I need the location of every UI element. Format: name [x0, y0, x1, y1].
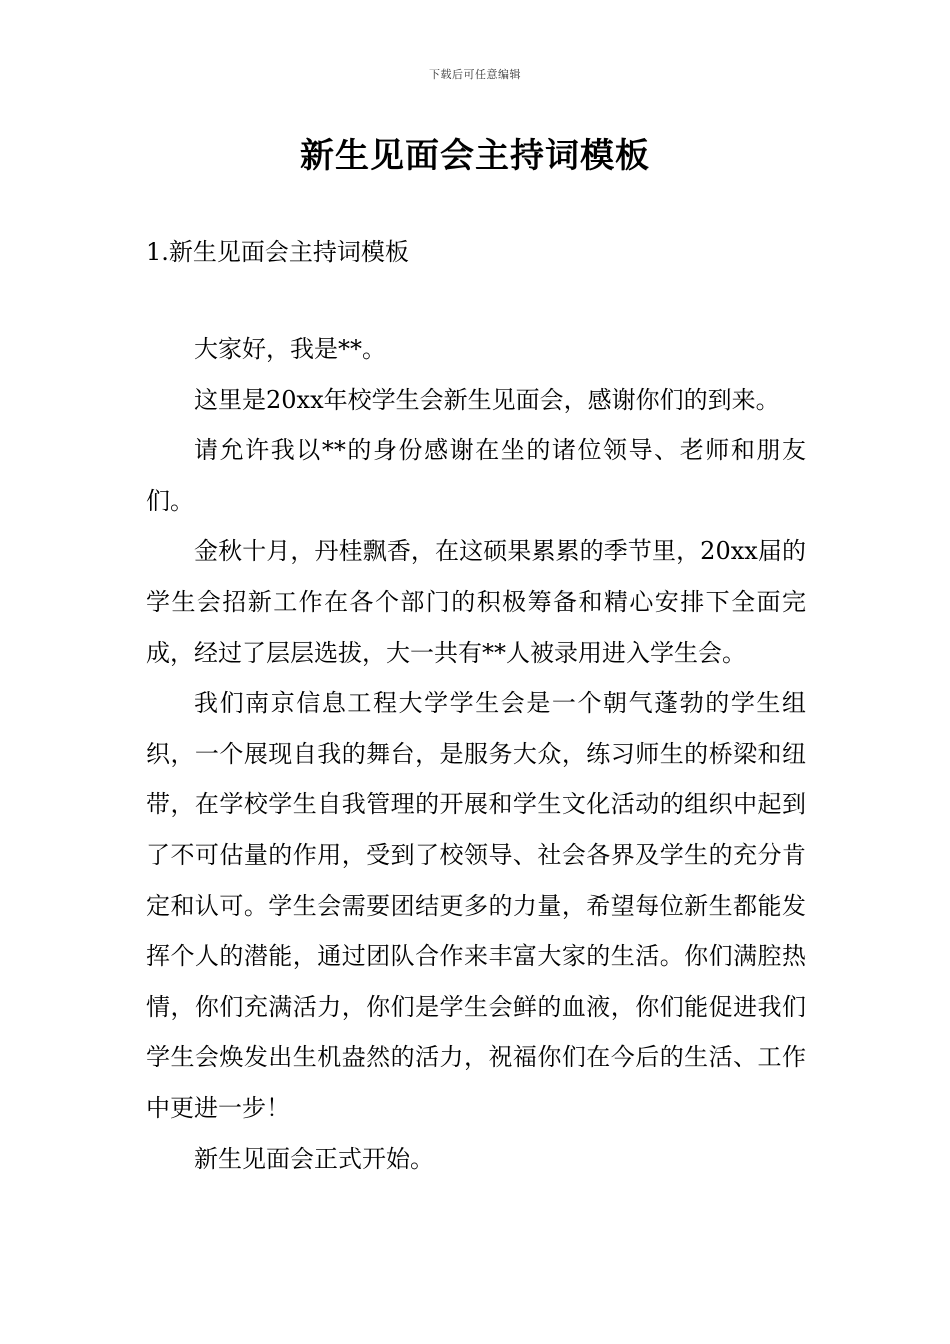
- section-heading: 1.新生见面会主持词模板: [146, 238, 409, 266]
- document-title: 新生见面会主持词模板: [300, 136, 650, 176]
- header-note: 下载后可任意编辑: [429, 68, 521, 81]
- paragraph-thanks: 请允许我以**的身份感谢在坐的诸位领导、老师和朋友们。: [146, 436, 806, 515]
- paragraph-student-union: 我们南京信息工程大学学生会是一个朝气蓬勃的学生组织，一个展现自我的舞台，是服务大众，练习师生的桥梁和纽带，在学校学生自我管理的开展和学生文化活动的组织中起到了不可估量的作用，受到了校领导、社会各界及学生的充分肯定和认可。学生会需要团结更多的力量，希望每位新生都能发挥个人的潜能，通过团队合作来丰富大家的生活。你们满腔热情，你们充满活力，你们是学生会鲜的血液，你们能促进我们学生会焕发出生机盎然的活力，祝福你们在今后的生活、工作中更进一步！: [146, 689, 806, 1122]
- paragraph-welcome: 这里是20xx年校学生会新生见面会，感谢你们的到来。: [194, 385, 780, 414]
- paragraph-opening: 新生见面会正式开始。: [194, 1144, 434, 1173]
- paragraph-greeting: 大家好，我是**。: [194, 335, 386, 363]
- document-body: [146, 324, 806, 1184]
- paragraph-recruitment: 金秋十月，丹桂飘香，在这硕果累累的季节里，20xx届的学生会招新工作在各个部门的积极筹备和精心安排下全面完成，经过了层层选拔，大一共有**人被录用进入学生会。: [146, 537, 806, 667]
